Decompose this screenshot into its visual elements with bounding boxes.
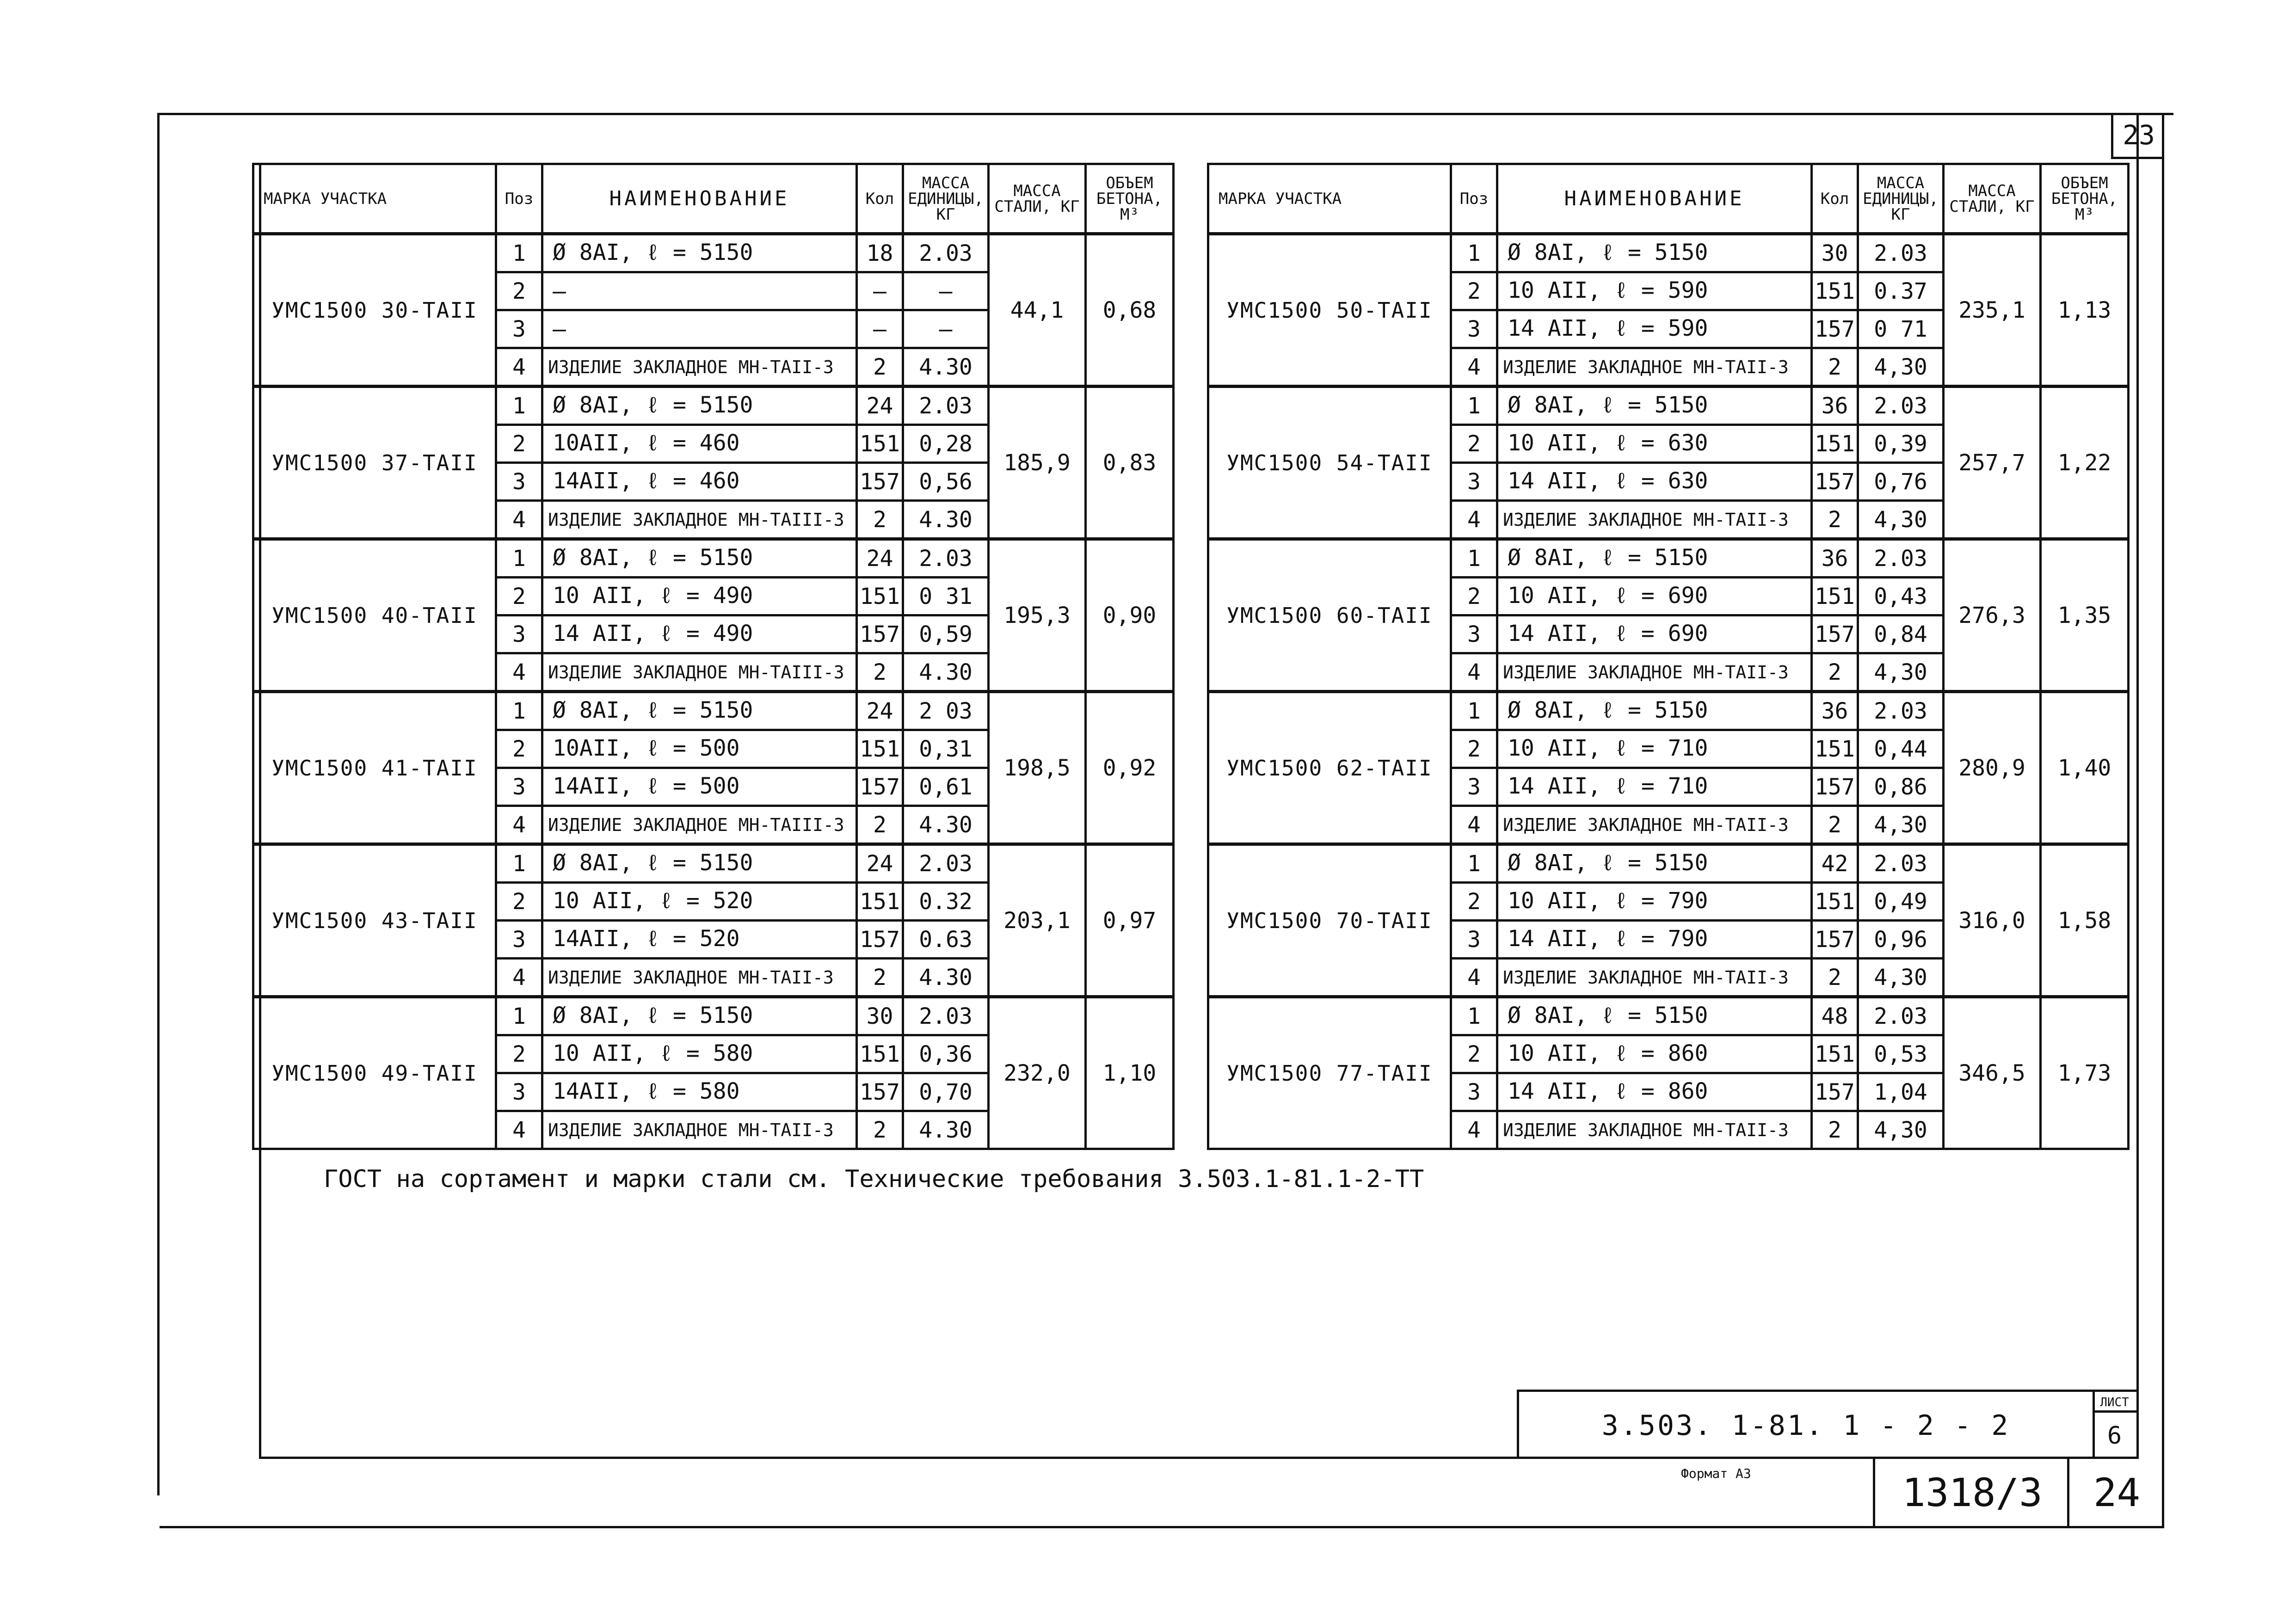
item-quantity: 151 <box>857 1035 903 1073</box>
item-unit-mass: 2.03 <box>903 234 989 272</box>
col-header-concrete-volume: ОБЪЕМ БЕТОНА, М³ <box>2041 164 2129 234</box>
item-name: 10 AII, ℓ = 860 <box>1497 1035 1812 1073</box>
item-quantity: 2 <box>1812 806 1858 844</box>
item-name: Ø 8AI, ℓ = 5150 <box>542 387 857 425</box>
item-name: ИЗДЕЛИЕ ЗАКЛАДНОЕ МН-ТАII-3 <box>1497 501 1812 539</box>
item-position: 2 <box>1451 578 1497 615</box>
steel-mass-total: 195,3 <box>989 539 1086 692</box>
table-row <box>1208 692 2129 730</box>
item-name: ИЗДЕЛИЕ ЗАКЛАДНОЕ МН-ТАII-3 <box>1497 1111 1812 1149</box>
item-name: 10 AII, ℓ = 580 <box>542 1035 857 1073</box>
item-name: ИЗДЕЛИЕ ЗАКЛАДНОЕ МН-ТАII-3 <box>1497 653 1812 692</box>
item-quantity: 2 <box>1812 501 1858 539</box>
item-name: ИЗДЕЛИЕ ЗАКЛАДНОЕ МН-ТАIII-3 <box>542 501 857 539</box>
item-quantity: 24 <box>857 692 903 730</box>
item-unit-mass: 2.03 <box>903 539 989 578</box>
item-unit-mass: 4.30 <box>903 806 989 844</box>
item-name: 10 AII, ℓ = 490 <box>542 578 857 615</box>
page-cell <box>2067 1457 2164 1528</box>
item-unit-mass: 0,49 <box>1858 883 1944 921</box>
concrete-volume-total: 0,90 <box>1086 539 1174 692</box>
steel-mass-total: 185,9 <box>989 387 1086 539</box>
item-quantity: 2 <box>1812 348 1858 387</box>
item-quantity: 151 <box>1812 425 1858 463</box>
item-unit-mass: 0,84 <box>1858 615 1944 653</box>
item-name: Ø 8AI, ℓ = 5150 <box>542 997 857 1035</box>
inner-frame-right <box>2136 113 2139 1458</box>
table-row <box>1208 234 2129 272</box>
item-quantity: 36 <box>1812 539 1858 578</box>
item-position: 3 <box>1451 463 1497 501</box>
item-quantity: 151 <box>857 883 903 921</box>
table-row <box>1208 387 2129 425</box>
item-name: ИЗДЕЛИЕ ЗАКЛАДНОЕ МН-ТАII-3 <box>1497 959 1812 997</box>
col-header-pos: Поз <box>496 164 542 234</box>
item-unit-mass: 4.30 <box>903 1111 989 1149</box>
item-name: Ø 8AI, ℓ = 5150 <box>1497 387 1812 425</box>
item-quantity: 36 <box>1812 692 1858 730</box>
item-name: ИЗДЕЛИЕ ЗАКЛАДНОЕ МН-ТАII-3 <box>542 348 857 387</box>
item-name: 10 AII, ℓ = 590 <box>1497 272 1812 310</box>
item-name: 10 AII, ℓ = 790 <box>1497 883 1812 921</box>
item-position: 4 <box>496 1111 542 1149</box>
item-name: Ø 8AI, ℓ = 5150 <box>542 844 857 883</box>
item-unit-mass: 4.30 <box>903 959 989 997</box>
item-quantity: 157 <box>1812 768 1858 806</box>
item-name: Ø 8AI, ℓ = 5150 <box>542 692 857 730</box>
item-name: ИЗДЕЛИЕ ЗАКЛАДНОЕ МН-ТАII-3 <box>1497 348 1812 387</box>
concrete-volume-total: 1,22 <box>2041 387 2129 539</box>
item-unit-mass: 0,59 <box>903 615 989 653</box>
item-position: 1 <box>1451 387 1497 425</box>
sheet-number: 6 <box>2107 1422 2122 1450</box>
item-name: 14AII, ℓ = 580 <box>542 1073 857 1111</box>
col-header-mark: МАРКА УЧАСТКА <box>1208 164 1451 234</box>
item-unit-mass: 4,30 <box>1858 348 1944 387</box>
item-quantity: 24 <box>857 539 903 578</box>
item-position: 3 <box>1451 310 1497 348</box>
item-position: 3 <box>496 1073 542 1111</box>
item-unit-mass: 0,36 <box>903 1035 989 1073</box>
outer-frame-right <box>2162 113 2164 1528</box>
item-unit-mass: 4.30 <box>903 653 989 692</box>
item-name: 10 AII, ℓ = 520 <box>542 883 857 921</box>
item-position: 2 <box>496 730 542 768</box>
item-position: 4 <box>1451 653 1497 692</box>
item-quantity: 157 <box>1812 1073 1858 1111</box>
item-unit-mass: 0,70 <box>903 1073 989 1111</box>
specification-table-left <box>252 163 1175 1150</box>
item-position: 1 <box>496 692 542 730</box>
steel-mass-total: 232,0 <box>989 997 1086 1149</box>
item-name: 14 AII, ℓ = 790 <box>1497 921 1812 959</box>
item-unit-mass: 4,30 <box>1858 806 1944 844</box>
page-counter: 24 <box>2093 1470 2141 1515</box>
concrete-volume-total: 0,92 <box>1086 692 1174 844</box>
item-name: 14 AII, ℓ = 860 <box>1497 1073 1812 1111</box>
item-quantity: 157 <box>1812 463 1858 501</box>
section-mark: УМС1500 41-ТАII <box>253 692 496 844</box>
section-mark: УМС1500 43-ТАII <box>253 844 496 997</box>
concrete-volume-total: 0,83 <box>1086 387 1174 539</box>
item-quantity: 151 <box>1812 730 1858 768</box>
section-mark: УМС1500 62-ТАII <box>1208 692 1451 844</box>
item-quantity: 2 <box>1812 653 1858 692</box>
col-header-steel-mass: МАССА СТАЛИ, КГ <box>1944 164 2041 234</box>
steel-mass-total: 346,5 <box>1944 997 2041 1149</box>
table-header <box>1208 164 2129 234</box>
item-quantity: 2 <box>857 959 903 997</box>
col-header-steel-mass: МАССА СТАЛИ, КГ <box>989 164 1086 234</box>
item-unit-mass: 0,96 <box>1858 921 1944 959</box>
table-row <box>253 234 1174 272</box>
item-name: 14AII, ℓ = 520 <box>542 921 857 959</box>
specification-table-right <box>1207 163 2130 1150</box>
section-mark: УМС1500 60-ТАII <box>1208 539 1451 692</box>
table-body-left <box>253 234 1174 1149</box>
item-name: ИЗДЕЛИЕ ЗАКЛАДНОЕ МН-ТАIII-3 <box>542 806 857 844</box>
col-header-mark: МАРКА УЧАСТКА <box>253 164 496 234</box>
col-header-qty: Кол <box>857 164 903 234</box>
concrete-volume-total: 1,10 <box>1086 997 1174 1149</box>
table-row <box>253 997 1174 1035</box>
item-quantity: 2 <box>1812 959 1858 997</box>
item-quantity: 157 <box>1812 615 1858 653</box>
item-unit-mass: 0 31 <box>903 578 989 615</box>
item-quantity: 30 <box>1812 234 1858 272</box>
table-row <box>253 692 1174 730</box>
col-header-concrete-volume: ОБЪЕМ БЕТОНА, М³ <box>1086 164 1174 234</box>
concrete-volume-total: 0,97 <box>1086 844 1174 997</box>
item-position: 4 <box>496 653 542 692</box>
concrete-volume-total: 0,68 <box>1086 234 1174 387</box>
item-name: 10 AII, ℓ = 710 <box>1497 730 1812 768</box>
item-unit-mass: 4,30 <box>1858 959 1944 997</box>
item-position: 2 <box>1451 730 1497 768</box>
item-position: 3 <box>1451 921 1497 959</box>
item-position: 1 <box>1451 844 1497 883</box>
item-name: Ø 8AI, ℓ = 5150 <box>1497 997 1812 1035</box>
table-row <box>1208 539 2129 578</box>
item-position: 3 <box>1451 1073 1497 1111</box>
item-position: 1 <box>1451 234 1497 272</box>
table-body-right <box>1208 234 2129 1149</box>
item-quantity: 151 <box>1812 272 1858 310</box>
col-header-qty: Кол <box>1812 164 1858 234</box>
section-mark: УМС1500 54-ТАII <box>1208 387 1451 539</box>
col-header-pos: Поз <box>1451 164 1497 234</box>
item-position: 4 <box>496 501 542 539</box>
item-position: 2 <box>496 883 542 921</box>
item-position: 3 <box>496 768 542 806</box>
steel-mass-total: 257,7 <box>1944 387 2041 539</box>
item-name: 10AII, ℓ = 500 <box>542 730 857 768</box>
section-mark: УМС1500 40-ТАII <box>253 539 496 692</box>
outer-frame-top <box>157 113 2173 115</box>
sheet-label: ЛИСТ <box>2100 1395 2129 1409</box>
item-name: 10 AII, ℓ = 630 <box>1497 425 1812 463</box>
col-header-unit-mass: МАССА ЕДИНИЦЫ, КГ <box>903 164 989 234</box>
steel-mass-total: 280,9 <box>1944 692 2041 844</box>
col-header-unit-mass: МАССА ЕДИНИЦЫ, КГ <box>1858 164 1944 234</box>
steel-mass-total: 203,1 <box>989 844 1086 997</box>
item-unit-mass: — <box>903 310 989 348</box>
concrete-volume-total: 1,58 <box>2041 844 2129 997</box>
item-unit-mass: 4.30 <box>903 348 989 387</box>
item-unit-mass: 2.03 <box>903 844 989 883</box>
item-unit-mass: 2.03 <box>903 997 989 1035</box>
inventory-cell <box>1873 1457 2069 1528</box>
item-unit-mass: 0,31 <box>903 730 989 768</box>
item-unit-mass: 1,04 <box>1858 1073 1944 1111</box>
item-position: 2 <box>496 425 542 463</box>
item-unit-mass: 0.63 <box>903 921 989 959</box>
item-unit-mass: 0,53 <box>1858 1035 1944 1073</box>
item-unit-mass: 2 03 <box>903 692 989 730</box>
item-unit-mass: 4,30 <box>1858 501 1944 539</box>
table-row <box>253 387 1174 425</box>
item-unit-mass: 0,44 <box>1858 730 1944 768</box>
item-quantity: 24 <box>857 844 903 883</box>
item-unit-mass: 2.03 <box>1858 844 1944 883</box>
item-quantity: 157 <box>1812 310 1858 348</box>
item-quantity: 18 <box>857 234 903 272</box>
designation-cell <box>1517 1390 2095 1459</box>
item-quantity: — <box>857 310 903 348</box>
item-position: 2 <box>1451 272 1497 310</box>
table-row <box>1208 844 2129 883</box>
item-quantity: 2 <box>857 653 903 692</box>
item-position: 4 <box>1451 959 1497 997</box>
steel-grade-note: ГОСТ на сортамент и марки стали см. Технические требования 3.503.1-81.1-2-ТТ <box>324 1165 1424 1193</box>
item-name: Ø 8AI, ℓ = 5150 <box>1497 539 1812 578</box>
steel-mass-total: 235,1 <box>1944 234 2041 387</box>
item-name: 10AII, ℓ = 460 <box>542 425 857 463</box>
item-name: — <box>542 272 857 310</box>
item-position: 1 <box>496 234 542 272</box>
item-unit-mass: 0,28 <box>903 425 989 463</box>
item-position: 1 <box>496 387 542 425</box>
outer-frame-left <box>157 113 160 1495</box>
section-mark: УМС1500 37-ТАII <box>253 387 496 539</box>
item-unit-mass: 2.03 <box>903 387 989 425</box>
item-quantity: 157 <box>857 1073 903 1111</box>
item-unit-mass: 2.03 <box>1858 997 1944 1035</box>
item-name: 14 AII, ℓ = 490 <box>542 615 857 653</box>
item-position: 2 <box>496 272 542 310</box>
item-name: ИЗДЕЛИЕ ЗАКЛАДНОЕ МН-ТАII-3 <box>542 1111 857 1149</box>
item-position: 3 <box>496 615 542 653</box>
item-position: 2 <box>496 1035 542 1073</box>
item-quantity: 36 <box>1812 387 1858 425</box>
item-quantity: 157 <box>857 615 903 653</box>
item-quantity: 157 <box>1812 921 1858 959</box>
item-name: — <box>542 310 857 348</box>
item-position: 3 <box>1451 615 1497 653</box>
section-mark: УМС1500 49-ТАII <box>253 997 496 1149</box>
outer-frame-bottom <box>160 1526 2164 1528</box>
item-quantity: 2 <box>857 348 903 387</box>
item-quantity: 151 <box>1812 883 1858 921</box>
item-quantity: 151 <box>857 578 903 615</box>
section-mark: УМС1500 30-ТАII <box>253 234 496 387</box>
item-position: 3 <box>496 921 542 959</box>
item-quantity: 2 <box>857 501 903 539</box>
format-label: Формат А3 <box>1681 1466 1751 1481</box>
section-mark: УМС1500 50-ТАII <box>1208 234 1451 387</box>
item-quantity: 151 <box>1812 578 1858 615</box>
steel-mass-total: 276,3 <box>1944 539 2041 692</box>
item-position: 3 <box>1451 768 1497 806</box>
steel-mass-total: 316,0 <box>1944 844 2041 997</box>
item-name: 14 AII, ℓ = 590 <box>1497 310 1812 348</box>
steel-mass-total: 44,1 <box>989 234 1086 387</box>
item-position: 4 <box>1451 806 1497 844</box>
item-unit-mass: 0,56 <box>903 463 989 501</box>
item-unit-mass: 0 71 <box>1858 310 1944 348</box>
item-name: ИЗДЕЛИЕ ЗАКЛАДНОЕ МН-ТАIII-3 <box>542 653 857 692</box>
item-unit-mass: 0.32 <box>903 883 989 921</box>
item-unit-mass: 4.30 <box>903 501 989 539</box>
item-name: 14 AII, ℓ = 690 <box>1497 615 1812 653</box>
table-row <box>253 539 1174 578</box>
table-row <box>1208 997 2129 1035</box>
item-position: 1 <box>496 997 542 1035</box>
col-header-name: НАИМЕНОВАНИЕ <box>542 164 857 234</box>
item-name: 14 AII, ℓ = 710 <box>1497 768 1812 806</box>
item-quantity: 30 <box>857 997 903 1035</box>
item-name: 10 AII, ℓ = 690 <box>1497 578 1812 615</box>
item-name: ИЗДЕЛИЕ ЗАКЛАДНОЕ МН-ТАII-3 <box>542 959 857 997</box>
item-position: 1 <box>1451 692 1497 730</box>
page-number: 23 <box>2123 119 2155 151</box>
item-quantity: 151 <box>1812 1035 1858 1073</box>
item-position: 4 <box>1451 1111 1497 1149</box>
item-unit-mass: 4,30 <box>1858 653 1944 692</box>
steel-mass-total: 198,5 <box>989 692 1086 844</box>
item-position: 4 <box>496 959 542 997</box>
item-position: 1 <box>496 844 542 883</box>
item-quantity: 48 <box>1812 997 1858 1035</box>
concrete-volume-total: 1,73 <box>2041 997 2129 1149</box>
item-quantity: 157 <box>857 463 903 501</box>
item-name: 14AII, ℓ = 460 <box>542 463 857 501</box>
sheet-number-cell <box>2093 1410 2139 1459</box>
item-position: 1 <box>1451 539 1497 578</box>
table-row <box>253 844 1174 883</box>
item-position: 4 <box>496 348 542 387</box>
item-unit-mass: 0,86 <box>1858 768 1944 806</box>
item-name: Ø 8AI, ℓ = 5150 <box>1497 692 1812 730</box>
inventory-number: 1318/3 <box>1902 1470 2043 1515</box>
item-unit-mass: 2.03 <box>1858 539 1944 578</box>
item-unit-mass: 0,76 <box>1858 463 1944 501</box>
col-header-name: НАИМЕНОВАНИЕ <box>1497 164 1812 234</box>
table-header <box>253 164 1174 234</box>
item-position: 1 <box>1451 997 1497 1035</box>
item-unit-mass: 4,30 <box>1858 1111 1944 1149</box>
item-position: 3 <box>496 310 542 348</box>
item-name: 14 AII, ℓ = 630 <box>1497 463 1812 501</box>
item-position: 2 <box>496 578 542 615</box>
item-unit-mass: 0,61 <box>903 768 989 806</box>
item-quantity: 151 <box>857 730 903 768</box>
item-quantity: 2 <box>857 806 903 844</box>
section-mark: УМС1500 70-ТАII <box>1208 844 1451 997</box>
item-name: Ø 8AI, ℓ = 5150 <box>542 234 857 272</box>
item-position: 2 <box>1451 883 1497 921</box>
item-unit-mass: 2.03 <box>1858 234 1944 272</box>
item-unit-mass: 2.03 <box>1858 387 1944 425</box>
item-unit-mass: 0,43 <box>1858 578 1944 615</box>
concrete-volume-total: 1,13 <box>2041 234 2129 387</box>
item-quantity: 24 <box>857 387 903 425</box>
item-name: Ø 8AI, ℓ = 5150 <box>1497 234 1812 272</box>
item-quantity: 2 <box>1812 1111 1858 1149</box>
item-name: 14AII, ℓ = 500 <box>542 768 857 806</box>
item-quantity: 157 <box>857 768 903 806</box>
item-unit-mass: — <box>903 272 989 310</box>
section-mark: УМС1500 77-ТАII <box>1208 997 1451 1149</box>
item-quantity: 157 <box>857 921 903 959</box>
item-position: 4 <box>1451 501 1497 539</box>
item-position: 4 <box>1451 348 1497 387</box>
item-name: Ø 8AI, ℓ = 5150 <box>542 539 857 578</box>
item-quantity: — <box>857 272 903 310</box>
item-position: 2 <box>1451 1035 1497 1073</box>
item-unit-mass: 0,39 <box>1858 425 1944 463</box>
item-position: 3 <box>496 463 542 501</box>
document-designation: 3.503. 1-81. 1 - 2 - 2 <box>1601 1409 2010 1442</box>
sheet-label-cell <box>2093 1390 2139 1413</box>
item-name: Ø 8AI, ℓ = 5150 <box>1497 844 1812 883</box>
item-unit-mass: 0.37 <box>1858 272 1944 310</box>
item-position: 2 <box>1451 425 1497 463</box>
item-name: ИЗДЕЛИЕ ЗАКЛАДНОЕ МН-ТАII-3 <box>1497 806 1812 844</box>
concrete-volume-total: 1,40 <box>2041 692 2129 844</box>
item-quantity: 151 <box>857 425 903 463</box>
item-quantity: 2 <box>857 1111 903 1149</box>
item-position: 1 <box>496 539 542 578</box>
concrete-volume-total: 1,35 <box>2041 539 2129 692</box>
item-unit-mass: 2.03 <box>1858 692 1944 730</box>
item-position: 4 <box>496 806 542 844</box>
page-number-box <box>2111 113 2164 159</box>
item-quantity: 42 <box>1812 844 1858 883</box>
